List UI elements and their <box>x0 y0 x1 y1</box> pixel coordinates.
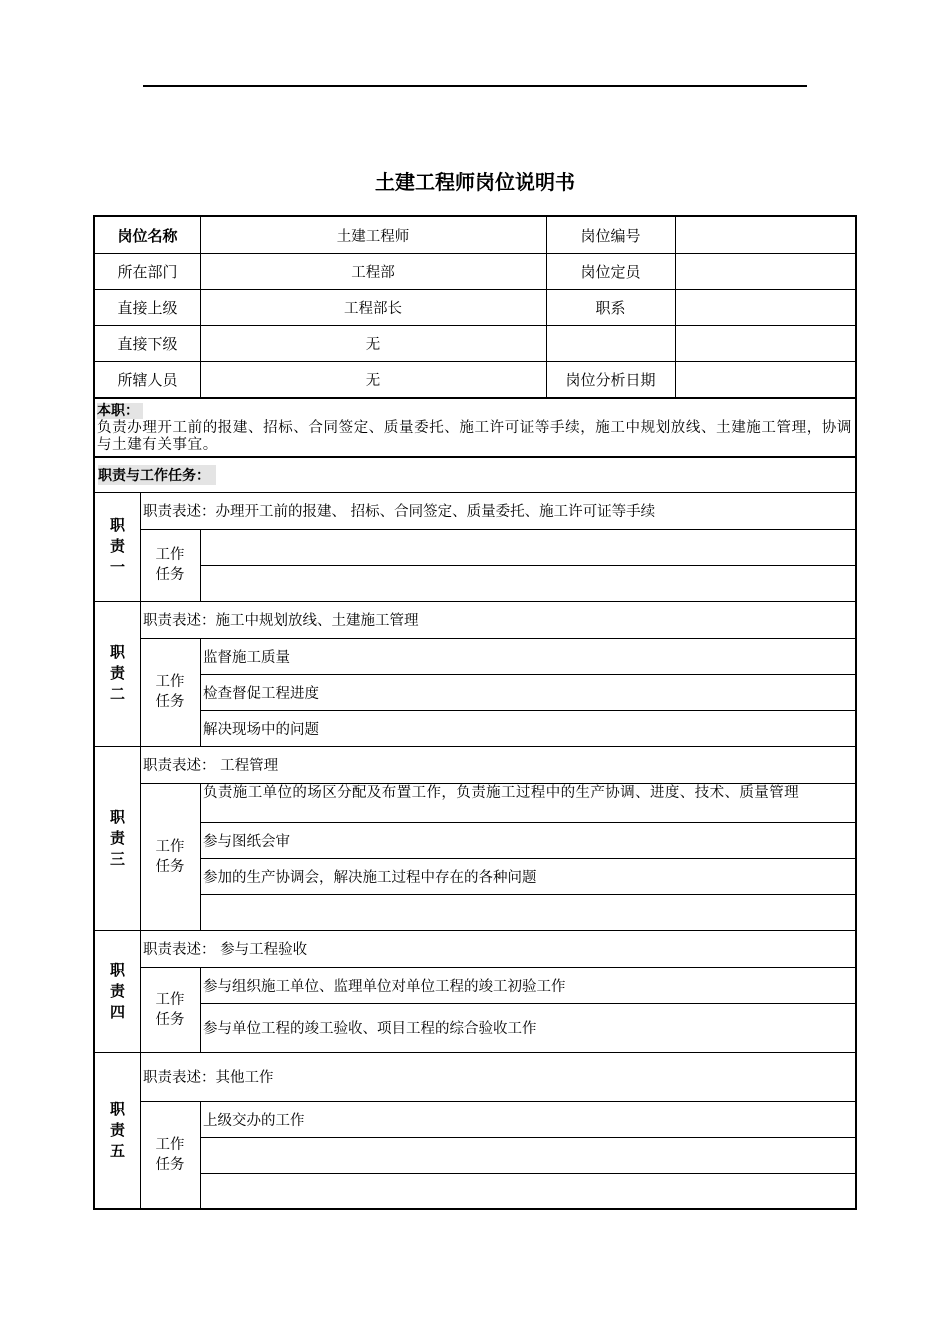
info-key: 所辖人员 <box>117 370 178 389</box>
info-value: 工程部 <box>351 264 395 281</box>
duties-label: 职责与工作任务： <box>98 465 216 485</box>
duty-desc: 职责表述： 工程管理 <box>143 758 279 774</box>
task-item: 负责施工单位的场区分配及布置工作，负责施工过程中的生产协调、进度、技术、质量管理 <box>203 785 799 801</box>
duty-name: 职 责 五 <box>109 1099 125 1160</box>
task-item <box>200 894 855 930</box>
task-item: 参加的生产协调会，解决施工过程中存在的各种问题 <box>203 869 537 886</box>
info-key <box>546 325 675 361</box>
info-value: 无 <box>365 336 381 353</box>
task-item: 上级交办的工作 <box>203 1112 305 1129</box>
info-key: 岗位定员 <box>580 262 641 281</box>
task-item: 监督施工质量 <box>203 649 290 666</box>
task-item <box>200 1137 855 1173</box>
duties-header <box>95 458 855 492</box>
task-item <box>200 1173 855 1208</box>
benzhi-section <box>95 400 855 456</box>
task-item <box>200 529 855 565</box>
info-key: 岗位编号 <box>580 226 641 245</box>
duty-name: 职 责 四 <box>109 960 125 1021</box>
duty-desc: 职责表述：施工中规划放线、土建施工管理 <box>143 613 419 629</box>
page-title: 土建工程师岗位说明书 <box>375 170 575 194</box>
info-key: 职系 <box>595 298 626 317</box>
info-key: 直接下级 <box>117 334 178 353</box>
task-label: 工作 任务 <box>155 991 185 1028</box>
duty-name: 职 责 三 <box>109 807 125 868</box>
info-value <box>675 289 855 325</box>
task-label: 工作 任务 <box>155 1136 185 1173</box>
grid-line <box>95 397 855 399</box>
info-key: 所在部门 <box>117 262 178 281</box>
task-item: 检查督促工程进度 <box>203 685 319 702</box>
task-label: 工作 任务 <box>155 838 185 875</box>
duty-name: 职 责 一 <box>109 516 125 576</box>
duty-desc: 职责表述：其他工作 <box>143 1070 274 1086</box>
info-value <box>675 325 855 361</box>
duty-desc: 职责表述：办理开工前的报建、 招标、合同签定、质量委托、施工许可证等手续 <box>143 504 656 520</box>
duty-name: 职 责 二 <box>109 643 125 703</box>
benzhi-text: 负责办理开工前的报建、招标、合同签定、质量委托、施工许可证等手续，施工中规划放线、土建施工管理，协调与土建有关事宜。 <box>97 420 852 453</box>
info-value: 工程部长 <box>344 300 402 317</box>
info-value: 土建工程师 <box>336 228 410 245</box>
task-item: 参与图纸会审 <box>203 833 290 850</box>
info-value <box>675 361 855 397</box>
info-key: 岗位名称 <box>117 226 178 245</box>
info-key: 岗位分析日期 <box>565 370 656 389</box>
info-value <box>675 217 855 253</box>
info-value: 无 <box>365 372 381 389</box>
task-item: 参与组织施工单位、监理单位对单位工程的竣工初验工作 <box>203 978 566 995</box>
task-item: 解决现场中的问题 <box>203 721 319 738</box>
header-rule <box>143 85 807 87</box>
benzhi-label: 本职： <box>97 403 143 419</box>
task-item: 参与单位工程的竣工验收、项目工程的综合验收工作 <box>203 1021 537 1037</box>
duty-desc: 职责表述： 参与工程验收 <box>143 942 308 958</box>
info-value <box>675 253 855 289</box>
task-item <box>200 565 855 601</box>
task-label: 工作 任务 <box>155 547 185 583</box>
info-key: 直接上级 <box>117 298 178 317</box>
task-label: 工作 任务 <box>155 674 185 710</box>
